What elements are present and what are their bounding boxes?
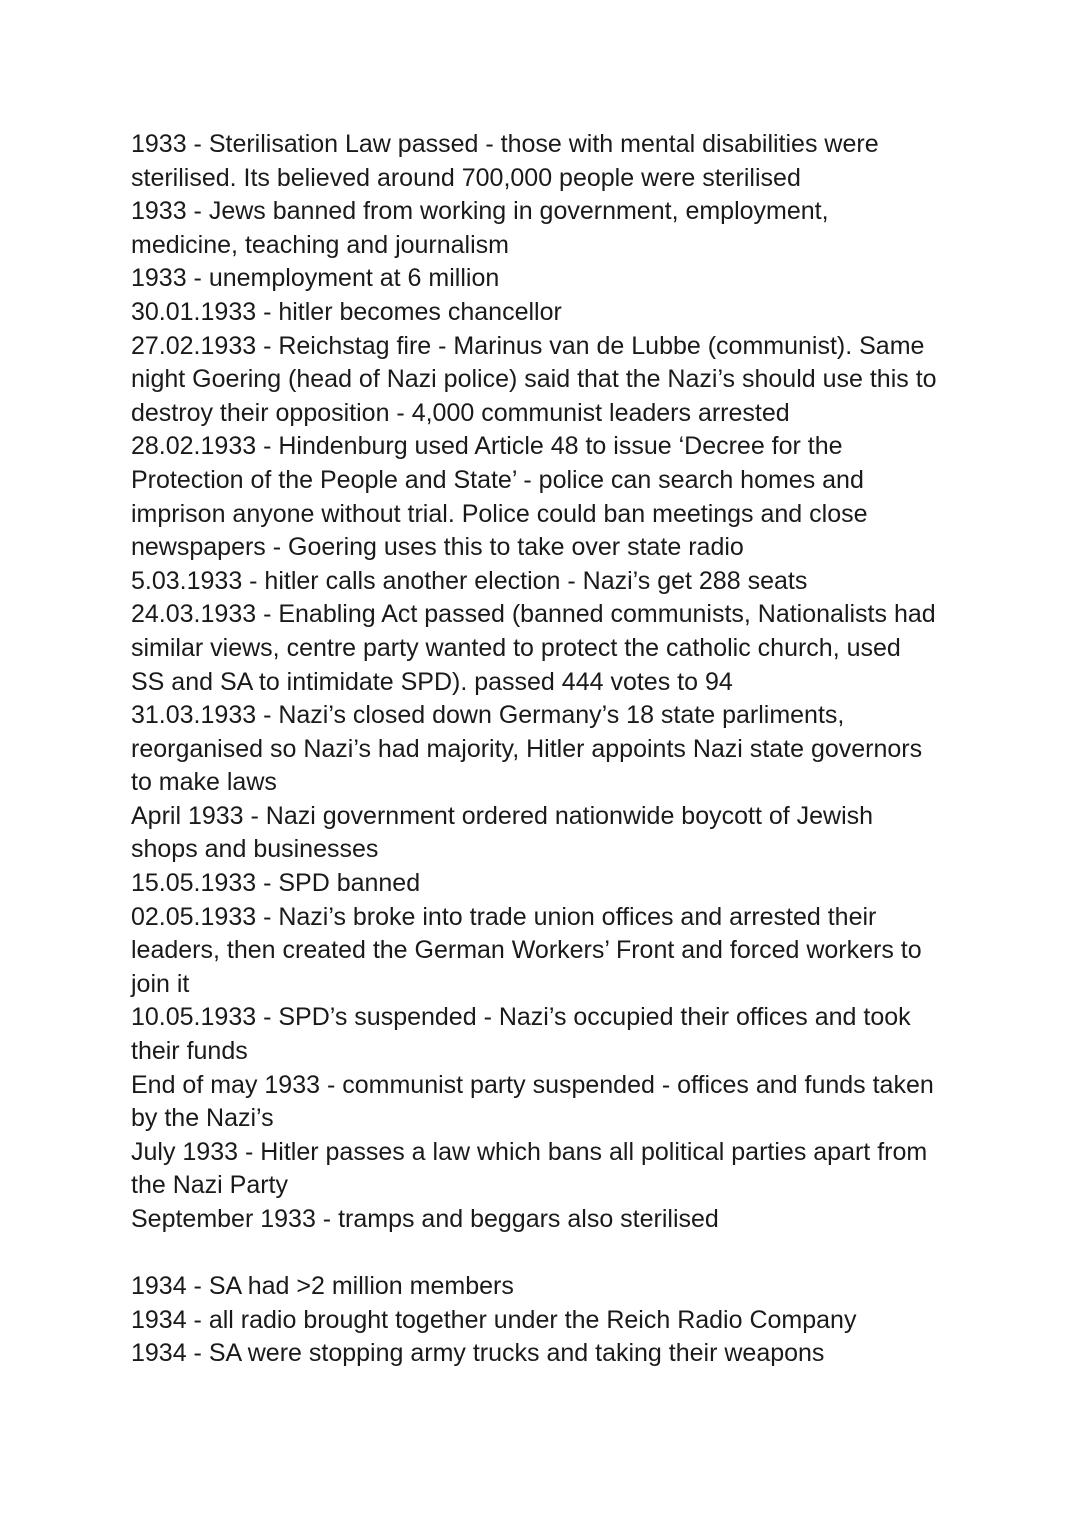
entry-line: 5.03.1933 - hitler calls another election - Nazi’s get 288 seats (131, 566, 808, 595)
entry-1934-sa-weapons (131, 1337, 961, 1371)
entry-15-05-1933 (131, 867, 961, 901)
entry-line: 15.05.1933 - SPD banned (131, 869, 421, 898)
entry-line: by the Nazi’s (131, 1104, 274, 1133)
entry-line: leaders, then created the German Workers’ Front and forced workers to (131, 936, 922, 965)
entry-line: 1933 - Sterilisation Law passed - those with mental disabilities were (131, 130, 879, 158)
entry-line: July 1933 - Hitler passes a law which bans all political parties apart from (131, 1137, 928, 1166)
entry-10-05-1933 (131, 1001, 961, 1068)
notes-page (131, 128, 961, 1371)
entry-line: 1934 - SA were stopping army trucks and taking their weapons (131, 1339, 825, 1368)
entry-line: similar views, centre party wanted to protect the catholic church, used (131, 633, 901, 662)
entry-line: destroy their opposition - 4,000 communist leaders arrested (131, 398, 790, 427)
entry-line: 1934 - SA had >2 million members (131, 1272, 514, 1301)
entry-line: medicine, teaching and journalism (131, 230, 509, 259)
entry-line: 1934 - all radio brought together under the Reich Radio Company (131, 1305, 857, 1334)
entry-line: 02.05.1933 - Nazi’s broke into trade union offices and arrested their (131, 902, 877, 931)
timeline-1934 (131, 1270, 961, 1371)
section-spacer (131, 1237, 961, 1271)
entry-line: the Nazi Party (131, 1171, 289, 1200)
entry-july-1933 (131, 1136, 961, 1203)
entry-1934-reich-radio (131, 1304, 961, 1338)
entry-line: 1933 - unemployment at 6 million (131, 264, 500, 293)
entry-27-02-1933 (131, 330, 961, 431)
entry-24-03-1933 (131, 598, 961, 699)
timeline-1933 (131, 128, 961, 1237)
entry-1933-unemployment (131, 262, 961, 296)
entry-line: to make laws (131, 768, 277, 797)
entry-line: their funds (131, 1037, 248, 1066)
entry-1933-sterilisation-law (131, 128, 961, 195)
entry-end-of-may-1933 (131, 1069, 961, 1136)
entry-line: imprison anyone without trial. Police could ban meetings and close (131, 499, 868, 528)
entry-05-03-1933 (131, 565, 961, 599)
entry-line: 30.01.1933 - hitler becomes chancellor (131, 297, 562, 326)
entry-line: 24.03.1933 - Enabling Act passed (banned communists, Nationalists had (131, 600, 936, 629)
entry-september-1933 (131, 1203, 961, 1237)
entry-line: reorganised so Nazi’s had majority, Hitler appoints Nazi state governors (131, 734, 923, 763)
entry-line: join it (131, 969, 190, 998)
entry-line: shops and businesses (131, 835, 379, 864)
entry-line: 1933 - Jews banned from working in government, employment, (131, 197, 829, 226)
entry-line: 31.03.1933 - Nazi’s closed down Germany’s 18 state parliments, (131, 701, 845, 730)
entry-line: SS and SA to intimidate SPD). passed 444 votes to 94 (131, 667, 733, 696)
entry-28-02-1933 (131, 430, 961, 564)
entry-line: April 1933 - Nazi government ordered nationwide boycott of Jewish (131, 801, 874, 830)
entry-1934-sa-members (131, 1270, 961, 1304)
entry-1933-jews-banned (131, 195, 961, 262)
entry-31-03-1933 (131, 699, 961, 800)
entry-line: End of may 1933 - communist party suspended - offices and funds taken (131, 1070, 934, 1099)
entry-line: 10.05.1933 - SPD’s suspended - Nazi’s occupied their offices and took (131, 1003, 911, 1032)
entry-april-1933 (131, 800, 961, 867)
entry-line: newspapers - Goering uses this to take over state radio (131, 533, 744, 562)
entry-line: Protection of the People and State’ - police can search homes and (131, 465, 864, 494)
entry-02-05-1933 (131, 901, 961, 1002)
entry-line: September 1933 - tramps and beggars also sterilised (131, 1205, 719, 1233)
entry-line: sterilised. Its believed around 700,000 people were sterilised (131, 163, 801, 192)
entry-line: 27.02.1933 - Reichstag fire - Marinus van de Lubbe (communist). Same (131, 331, 925, 360)
entry-line: 28.02.1933 - Hindenburg used Article 48 to issue ‘Decree for the (131, 432, 843, 461)
entry-30-01-1933 (131, 296, 961, 330)
entry-line: night Goering (head of Nazi police) said that the Nazi’s should use this to (131, 365, 937, 394)
